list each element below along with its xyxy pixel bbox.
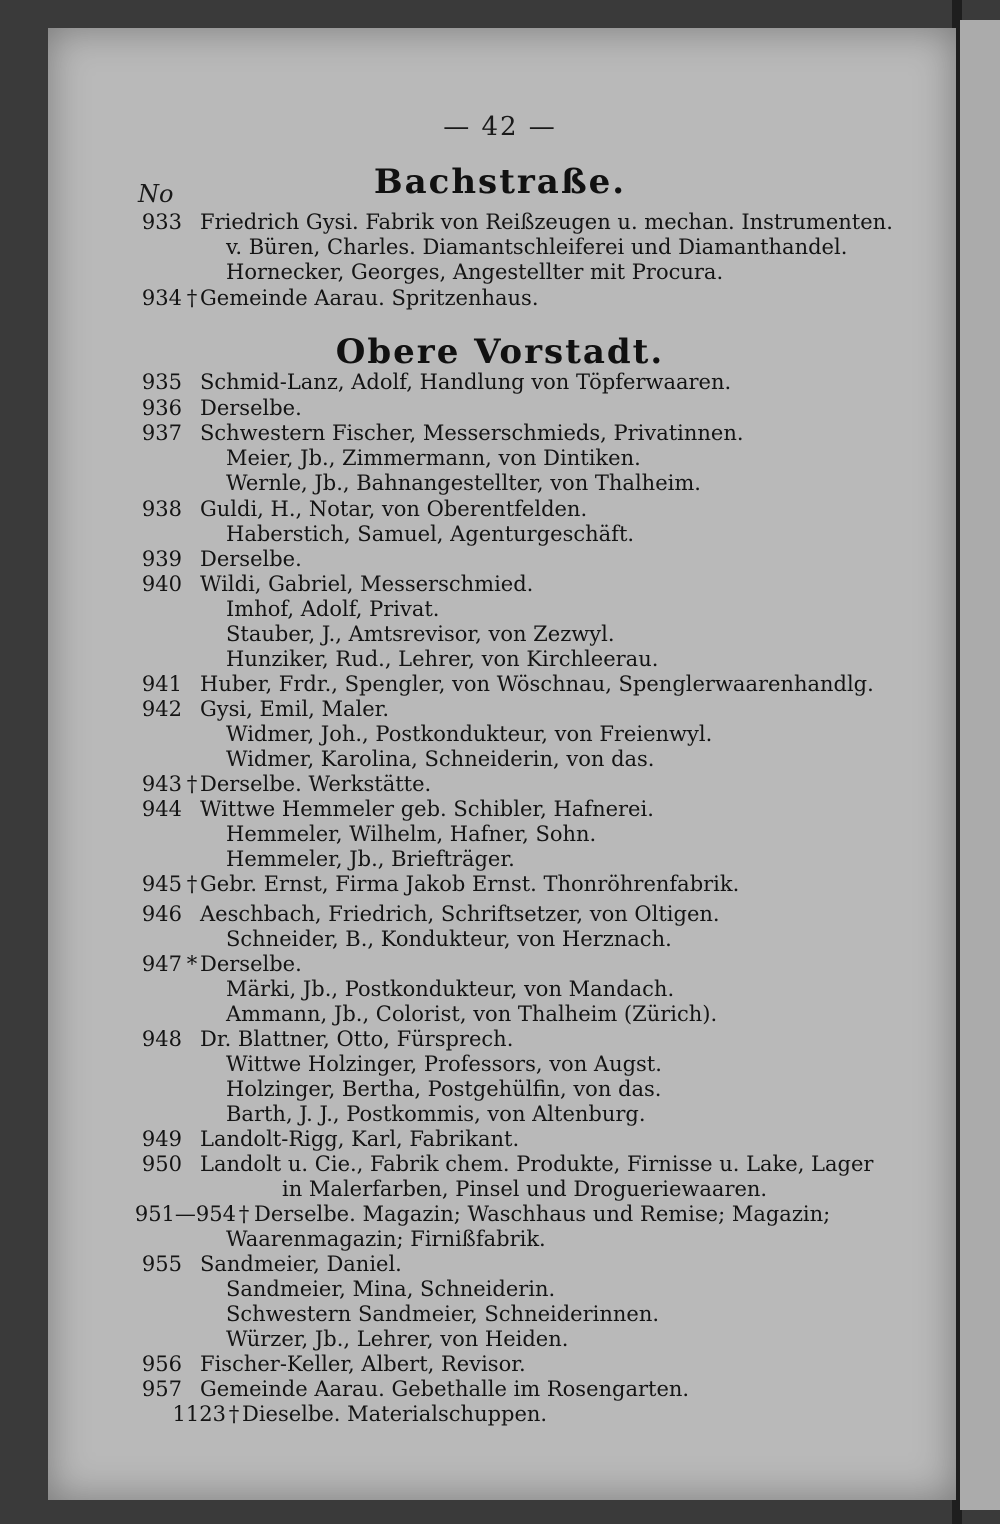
entry-text: Landolt-Rigg, Karl, Fabrikant. bbox=[200, 1127, 520, 1151]
list-item bbox=[130, 1302, 890, 1327]
house-number: 934 bbox=[141, 286, 182, 310]
entry-text: Würzer, Jb., Lehrer, von Heiden. bbox=[226, 1327, 569, 1351]
list-item bbox=[130, 1002, 890, 1027]
entry-text: Ammann, Jb., Colorist, von Thalheim (Zürich). bbox=[226, 1002, 718, 1026]
house-number: 937 bbox=[141, 421, 182, 445]
list-item bbox=[130, 1177, 890, 1202]
entry-text: Sandmeier, Mina, Schneiderin. bbox=[226, 1277, 556, 1301]
entry-text: Meier, Jb., Zimmermann, von Dintiken. bbox=[226, 446, 641, 470]
entry-text: Imhof, Adolf, Privat. bbox=[226, 597, 440, 621]
list-item bbox=[130, 1327, 890, 1352]
entry-text: in Malerfarben, Pinsel und Drogueriewaaren. bbox=[282, 1177, 768, 1201]
list-item bbox=[130, 622, 890, 647]
list-item bbox=[130, 1352, 890, 1377]
list-item bbox=[130, 522, 890, 547]
adjacent-page-edge bbox=[960, 20, 1000, 1510]
entry-text: Fischer-Keller, Albert, Revisor. bbox=[200, 1352, 526, 1376]
entry-text: Märki, Jb., Postkondukteur, von Mandach. bbox=[226, 977, 675, 1001]
entry-text: Derselbe. bbox=[200, 952, 302, 976]
list-item bbox=[130, 1127, 890, 1152]
house-number: 943 bbox=[141, 772, 182, 796]
entry-mark: † bbox=[228, 1402, 240, 1426]
list-item bbox=[130, 1252, 890, 1277]
list-item bbox=[130, 977, 890, 1002]
house-number: 940 bbox=[141, 572, 182, 596]
list-item bbox=[130, 1402, 890, 1427]
entry-text: Landolt u. Cie., Fabrik chem. Produkte, Firnisse u. Lake, Lager bbox=[200, 1152, 874, 1176]
house-number: 938 bbox=[141, 497, 182, 521]
house-number: 1123 bbox=[172, 1402, 226, 1426]
entry-text: Schmid-Lanz, Adolf, Handlung von Töpferwaaren. bbox=[200, 370, 732, 394]
list-item bbox=[130, 396, 890, 421]
entry-text: Wernle, Jb., Bahnangestellter, von Thalheim. bbox=[226, 471, 701, 495]
house-number: 951—954 bbox=[134, 1202, 236, 1226]
list-item bbox=[130, 1077, 890, 1102]
heading-bachstrasse: Bachstraße. bbox=[373, 162, 627, 202]
list-item bbox=[130, 1227, 890, 1252]
list-item bbox=[130, 847, 890, 872]
entry-text: Derselbe. Magazin; Waschhaus und Remise; Magazin; bbox=[254, 1202, 831, 1226]
entry-text: Guldi, H., Notar, von Oberentfelden. bbox=[200, 497, 588, 521]
list-item bbox=[130, 1377, 890, 1402]
house-number: 942 bbox=[141, 697, 182, 721]
entry-text: Dr. Blattner, Otto, Fürsprech. bbox=[200, 1027, 514, 1051]
entry-mark: † bbox=[186, 772, 198, 796]
house-number: 950 bbox=[141, 1152, 182, 1176]
list-item bbox=[130, 1027, 890, 1052]
list-item bbox=[130, 471, 890, 496]
list-item bbox=[130, 497, 890, 522]
list-item bbox=[130, 1202, 890, 1227]
entry-text: Derselbe. bbox=[200, 547, 302, 571]
entry-text: Derselbe. bbox=[200, 396, 302, 420]
entry-text: Holzinger, Bertha, Postgehülfin, von das. bbox=[226, 1077, 662, 1101]
entry-text: Hemmeler, Jb., Briefträger. bbox=[226, 847, 515, 871]
list-item bbox=[130, 672, 890, 697]
entry-mark: † bbox=[186, 872, 198, 896]
entry-text: Stauber, J., Amtsrevisor, von Zezwyl. bbox=[226, 622, 615, 646]
entry-text: Gysi, Emil, Maler. bbox=[200, 697, 390, 721]
list-item bbox=[130, 1152, 890, 1177]
list-item bbox=[130, 747, 890, 772]
house-number: 949 bbox=[141, 1127, 182, 1151]
entry-text: Derselbe. Werkstätte. bbox=[200, 772, 432, 796]
entry-text: Gebr. Ernst, Firma Jakob Ernst. Thonröhrenfabrik. bbox=[200, 872, 740, 896]
house-number: 936 bbox=[141, 396, 182, 420]
list-item bbox=[130, 1277, 890, 1302]
list-item bbox=[130, 286, 890, 311]
list-item bbox=[130, 927, 890, 952]
entry-text: Gemeinde Aarau. Spritzenhaus. bbox=[200, 286, 539, 310]
house-number: 956 bbox=[141, 1352, 182, 1376]
house-number: 957 bbox=[141, 1377, 182, 1401]
page-number: — 42 — bbox=[443, 112, 557, 142]
list-item bbox=[130, 235, 890, 260]
entry-text: Hornecker, Georges, Angestellter mit Procura. bbox=[226, 260, 724, 284]
list-item bbox=[130, 872, 890, 897]
entry-mark: † bbox=[186, 286, 198, 310]
entry-text: Hemmeler, Wilhelm, Hafner, Sohn. bbox=[226, 822, 597, 846]
entry-text: Sandmeier, Daniel. bbox=[200, 1252, 402, 1276]
list-item bbox=[130, 772, 890, 797]
house-number: 955 bbox=[141, 1252, 182, 1276]
entry-text: Huber, Frdr., Spengler, von Wöschnau, Spenglerwaarenhandlg. bbox=[200, 672, 874, 696]
entry-text: Schwestern Sandmeier, Schneiderinnen. bbox=[226, 1302, 660, 1326]
entry-text: Wittwe Holzinger, Professors, von Augst. bbox=[226, 1052, 662, 1076]
entry-text: Hunziker, Rud., Lehrer, von Kirchleerau. bbox=[226, 647, 659, 671]
entry-text: Widmer, Karolina, Schneiderin, von das. bbox=[226, 747, 655, 771]
entry-text: Haberstich, Samuel, Agenturgeschäft. bbox=[226, 522, 635, 546]
list-item bbox=[130, 647, 890, 672]
list-item bbox=[130, 421, 890, 446]
house-number: 945 bbox=[141, 872, 182, 896]
entry-text: Widmer, Joh., Postkondukteur, von Freienwyl. bbox=[226, 722, 713, 746]
entry-text: Wildi, Gabriel, Messerschmied. bbox=[200, 572, 534, 596]
list-item bbox=[130, 597, 890, 622]
house-number: 941 bbox=[141, 672, 182, 696]
house-number: 933 bbox=[141, 210, 182, 234]
list-item bbox=[130, 952, 890, 977]
entry-text: Schwestern Fischer, Messerschmieds, Privatinnen. bbox=[200, 421, 744, 445]
entry-text: Waarenmagazin; Firnißfabrik. bbox=[226, 1227, 546, 1251]
entry-text: Aeschbach, Friedrich, Schriftsetzer, von Oltigen. bbox=[200, 902, 720, 926]
house-number: 939 bbox=[141, 547, 182, 571]
entry-text: Gemeinde Aarau. Gebethalle im Rosengarten. bbox=[200, 1377, 690, 1401]
heading-obere-vorstadt: Obere Vorstadt. bbox=[335, 332, 665, 372]
house-number: 947 bbox=[141, 952, 182, 976]
list-item bbox=[130, 722, 890, 747]
entry-text: Friedrich Gysi. Fabrik von Reißzeugen u. mechan. Instrumenten. bbox=[200, 210, 893, 234]
entry-text: Wittwe Hemmeler geb. Schibler, Hafnerei. bbox=[200, 797, 654, 821]
list-item bbox=[130, 902, 890, 927]
list-item bbox=[130, 446, 890, 471]
entry-mark: † bbox=[238, 1202, 250, 1226]
house-number: 944 bbox=[141, 797, 182, 821]
list-item bbox=[130, 260, 890, 285]
entry-mark: * bbox=[186, 952, 198, 976]
entry-text: Barth, J. J., Postkommis, von Altenburg. bbox=[226, 1102, 646, 1126]
entry-text: Dieselbe. Materialschuppen. bbox=[242, 1402, 548, 1426]
list-item bbox=[130, 572, 890, 597]
list-item bbox=[130, 210, 893, 235]
column-label-no: No bbox=[138, 180, 174, 208]
list-item bbox=[130, 547, 890, 572]
entry-text: Schneider, B., Kondukteur, von Herznach. bbox=[226, 927, 672, 951]
list-item bbox=[130, 1052, 890, 1077]
house-number: 948 bbox=[141, 1027, 182, 1051]
list-item bbox=[130, 1102, 890, 1127]
list-item bbox=[130, 697, 890, 722]
list-item bbox=[130, 370, 890, 395]
list-item bbox=[130, 797, 890, 822]
house-number: 946 bbox=[141, 902, 182, 926]
entry-text: v. Büren, Charles. Diamantschleiferei und Diamanthandel. bbox=[226, 235, 848, 259]
list-item bbox=[130, 822, 890, 847]
house-number: 935 bbox=[141, 370, 182, 394]
